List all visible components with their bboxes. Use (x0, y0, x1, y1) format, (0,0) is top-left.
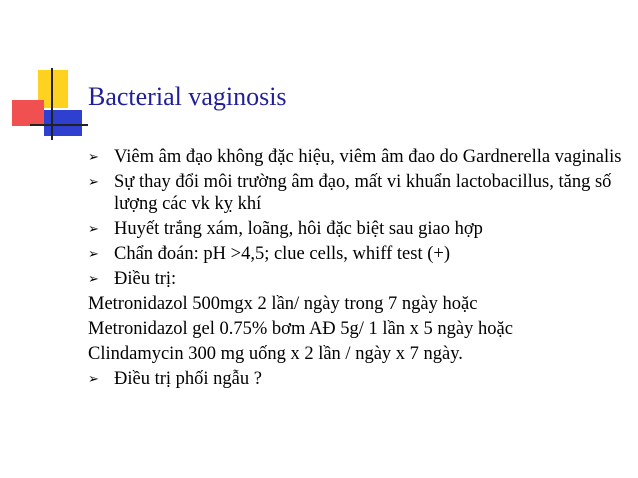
treatment-line: Clindamycin 300 mg uống x 2 lần / ngày x 7 ngày. (88, 344, 463, 364)
bullet-text: Điều trị phối ngẫu ? (114, 369, 262, 389)
bullet-text: Sự thay đổi môi trường âm đạo, mất vi khuẩn lactobacillus, tăng số lượng các vk kỵ khí (114, 172, 612, 214)
slide-body (88, 146, 628, 393)
bullet-text: Viêm âm đạo không đặc hiệu, viêm âm đao do Gardnerella vaginalis (114, 147, 622, 167)
arrowhead-bullet-icon: ➢ (88, 371, 99, 386)
bullet-item (88, 146, 628, 168)
corner-decoration (0, 0, 90, 140)
bullet-item (88, 268, 628, 290)
arrowhead-bullet-icon: ➢ (88, 221, 99, 236)
bullet-text: Điều trị: (114, 269, 177, 289)
arrowhead-bullet-icon: ➢ (88, 174, 99, 189)
deco-blue-square (44, 110, 82, 136)
bullet-text: Chẩn đoán: pH >4,5; clue cells, whiff test (+) (114, 244, 450, 264)
treatment-line: Metronidazol 500mgx 2 lần/ ngày trong 7 ngày hoặc (88, 294, 478, 314)
bullet-item (88, 368, 628, 390)
slide-title: Bacterial vaginosis (88, 82, 287, 111)
bullet-item (88, 218, 628, 240)
deco-red-square (12, 100, 44, 126)
bullet-item (88, 243, 628, 265)
bullet-text: Huyết trắng xám, loãng, hôi đặc biệt sau giao hợp (114, 219, 483, 239)
arrowhead-bullet-icon: ➢ (88, 246, 99, 261)
arrowhead-bullet-icon: ➢ (88, 271, 99, 286)
arrowhead-bullet-icon: ➢ (88, 149, 99, 164)
treatment-line: Metronidazol gel 0.75% bơm AĐ 5g/ 1 lần x 5 ngày hoặc (88, 319, 513, 339)
bullet-item (88, 171, 628, 215)
